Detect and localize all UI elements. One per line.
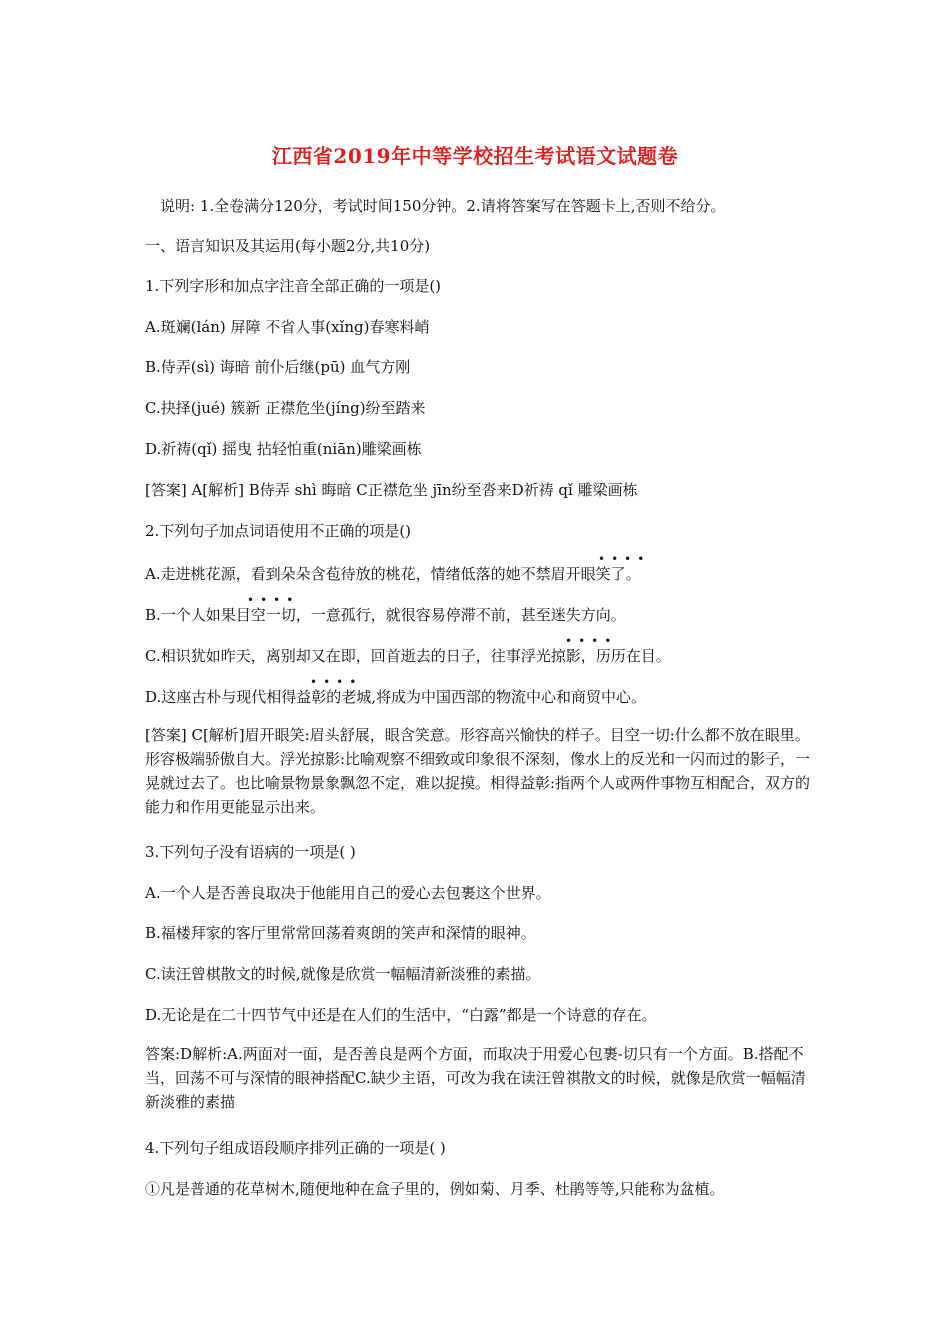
question-4-sentence-1: ①凡是普通的花草树木,随便地种在盒子里的，例如菊、月季、杜鹃等等,只能称为盆植。 — [145, 1180, 725, 1198]
question-2-option-c: C.相识犹如昨天，离别却又在即，回首逝去的日子，往事浮光掠影，历历在目。 — [145, 647, 671, 665]
emphasis-dots: •••• — [565, 634, 618, 648]
question-2-option-b: B.一个人如果目空一切，一意孤行，就很容易停滞不前，甚至迷失方向。 — [145, 606, 626, 624]
question-3-stem: 3.下列句子没有语病的一项是( ) — [145, 843, 356, 861]
page-title: 江西省2019年中等学校招生考试语文试题卷 — [271, 144, 679, 168]
question-2-stem: 2.下列句子加点词语使用不正确的项是() — [145, 522, 412, 540]
question-3-answer: 答案:D解析:A.两面对一面，是否善良是两个方面，而取决于用爱心包裹-切只有一个方面。B.搭配不当，回荡不可与深情的眼神搭配C.缺少主语，可改为我在读汪曾祺散文的时候，就像是欣赏一幅幅清新淡雅的素描 — [145, 1045, 806, 1111]
question-2-option-d: D.这座古朴与现代相得益彰的老城,将成为中国西部的物流中心和商贸中心。 — [145, 688, 647, 706]
question-2-option-a: A.走进桃花源，看到朵朵含苞待放的桃花，情绪低落的她不禁眉开眼笑了。 — [145, 565, 641, 583]
question-4-stem: 4.下列句子组成语段顺序排列正确的一项是( ) — [145, 1139, 446, 1157]
emphasis-dots: •••• — [310, 675, 363, 689]
section-heading: 一、语言知识及其运用(每小题2分,共10分) — [145, 237, 431, 255]
question-3-option-b: B.福楼拜家的客厅里常常回荡着爽朗的笑声和深情的眼神。 — [145, 924, 536, 942]
question-3-option-c: C.读汪曾棋散文的时候,就像是欣赏一幅幅清新淡雅的素描。 — [145, 965, 541, 983]
question-3-option-a: A.一个人是否善良取决于他能用自己的爱心去包裹这个世界。 — [145, 884, 551, 902]
question-1-option-c: C.抉择(jué) 簇新 正襟危坐(jíng)纷至踏来 — [145, 399, 426, 417]
question-1-answer: [答案] A[解析] B侍弄 shì 晦暗 C正襟危坐 jīn纷至沓来D祈祷 qǐ 雕梁画栋 — [145, 481, 638, 499]
question-1-stem: 1.下列字形和加点字注音全部正确的一项是() — [145, 277, 442, 295]
emphasis-dots: •••• — [247, 593, 300, 607]
emphasis-dots: •••• — [598, 552, 651, 566]
instructions: 说明: 1.全卷满分120分，考试时间150分钟。2.请将答案写在答题卡上,否则不给分。 — [160, 197, 726, 215]
question-2-answer: [答案] C[解析]眉开眼笑:眉头舒展，眼含笑意。形容高兴愉快的样子。目空一切:什么都不放在眼里。形容极端骄傲自大。浮光掠影:比喻观察不细致或印象很不深刻，像水上的反光和一闪而过的影子，一晃就过去了。也比喻景物景象飘忽不定，难以捉摸。相得益彰:指两个人或两件事物互相配合，双方的能力和作用更能显示出来。 — [145, 726, 811, 816]
question-1-option-a: A.斑斓(lán) 屏障 不省人事(xǐng)春寒料峭 — [145, 318, 430, 336]
question-1-option-b: B.侍弄(sì) 诲暗 前仆后继(pū) 血气方刚 — [145, 358, 411, 376]
question-1-option-d: D.祈祷(qǐ) 摇曳 拈轻怕重(niān)雕梁画栋 — [145, 440, 422, 458]
question-3-option-d: D.无论是在二十四节气中还是在人们的生活中，“白露”都是一个诗意的存在。 — [145, 1006, 657, 1024]
